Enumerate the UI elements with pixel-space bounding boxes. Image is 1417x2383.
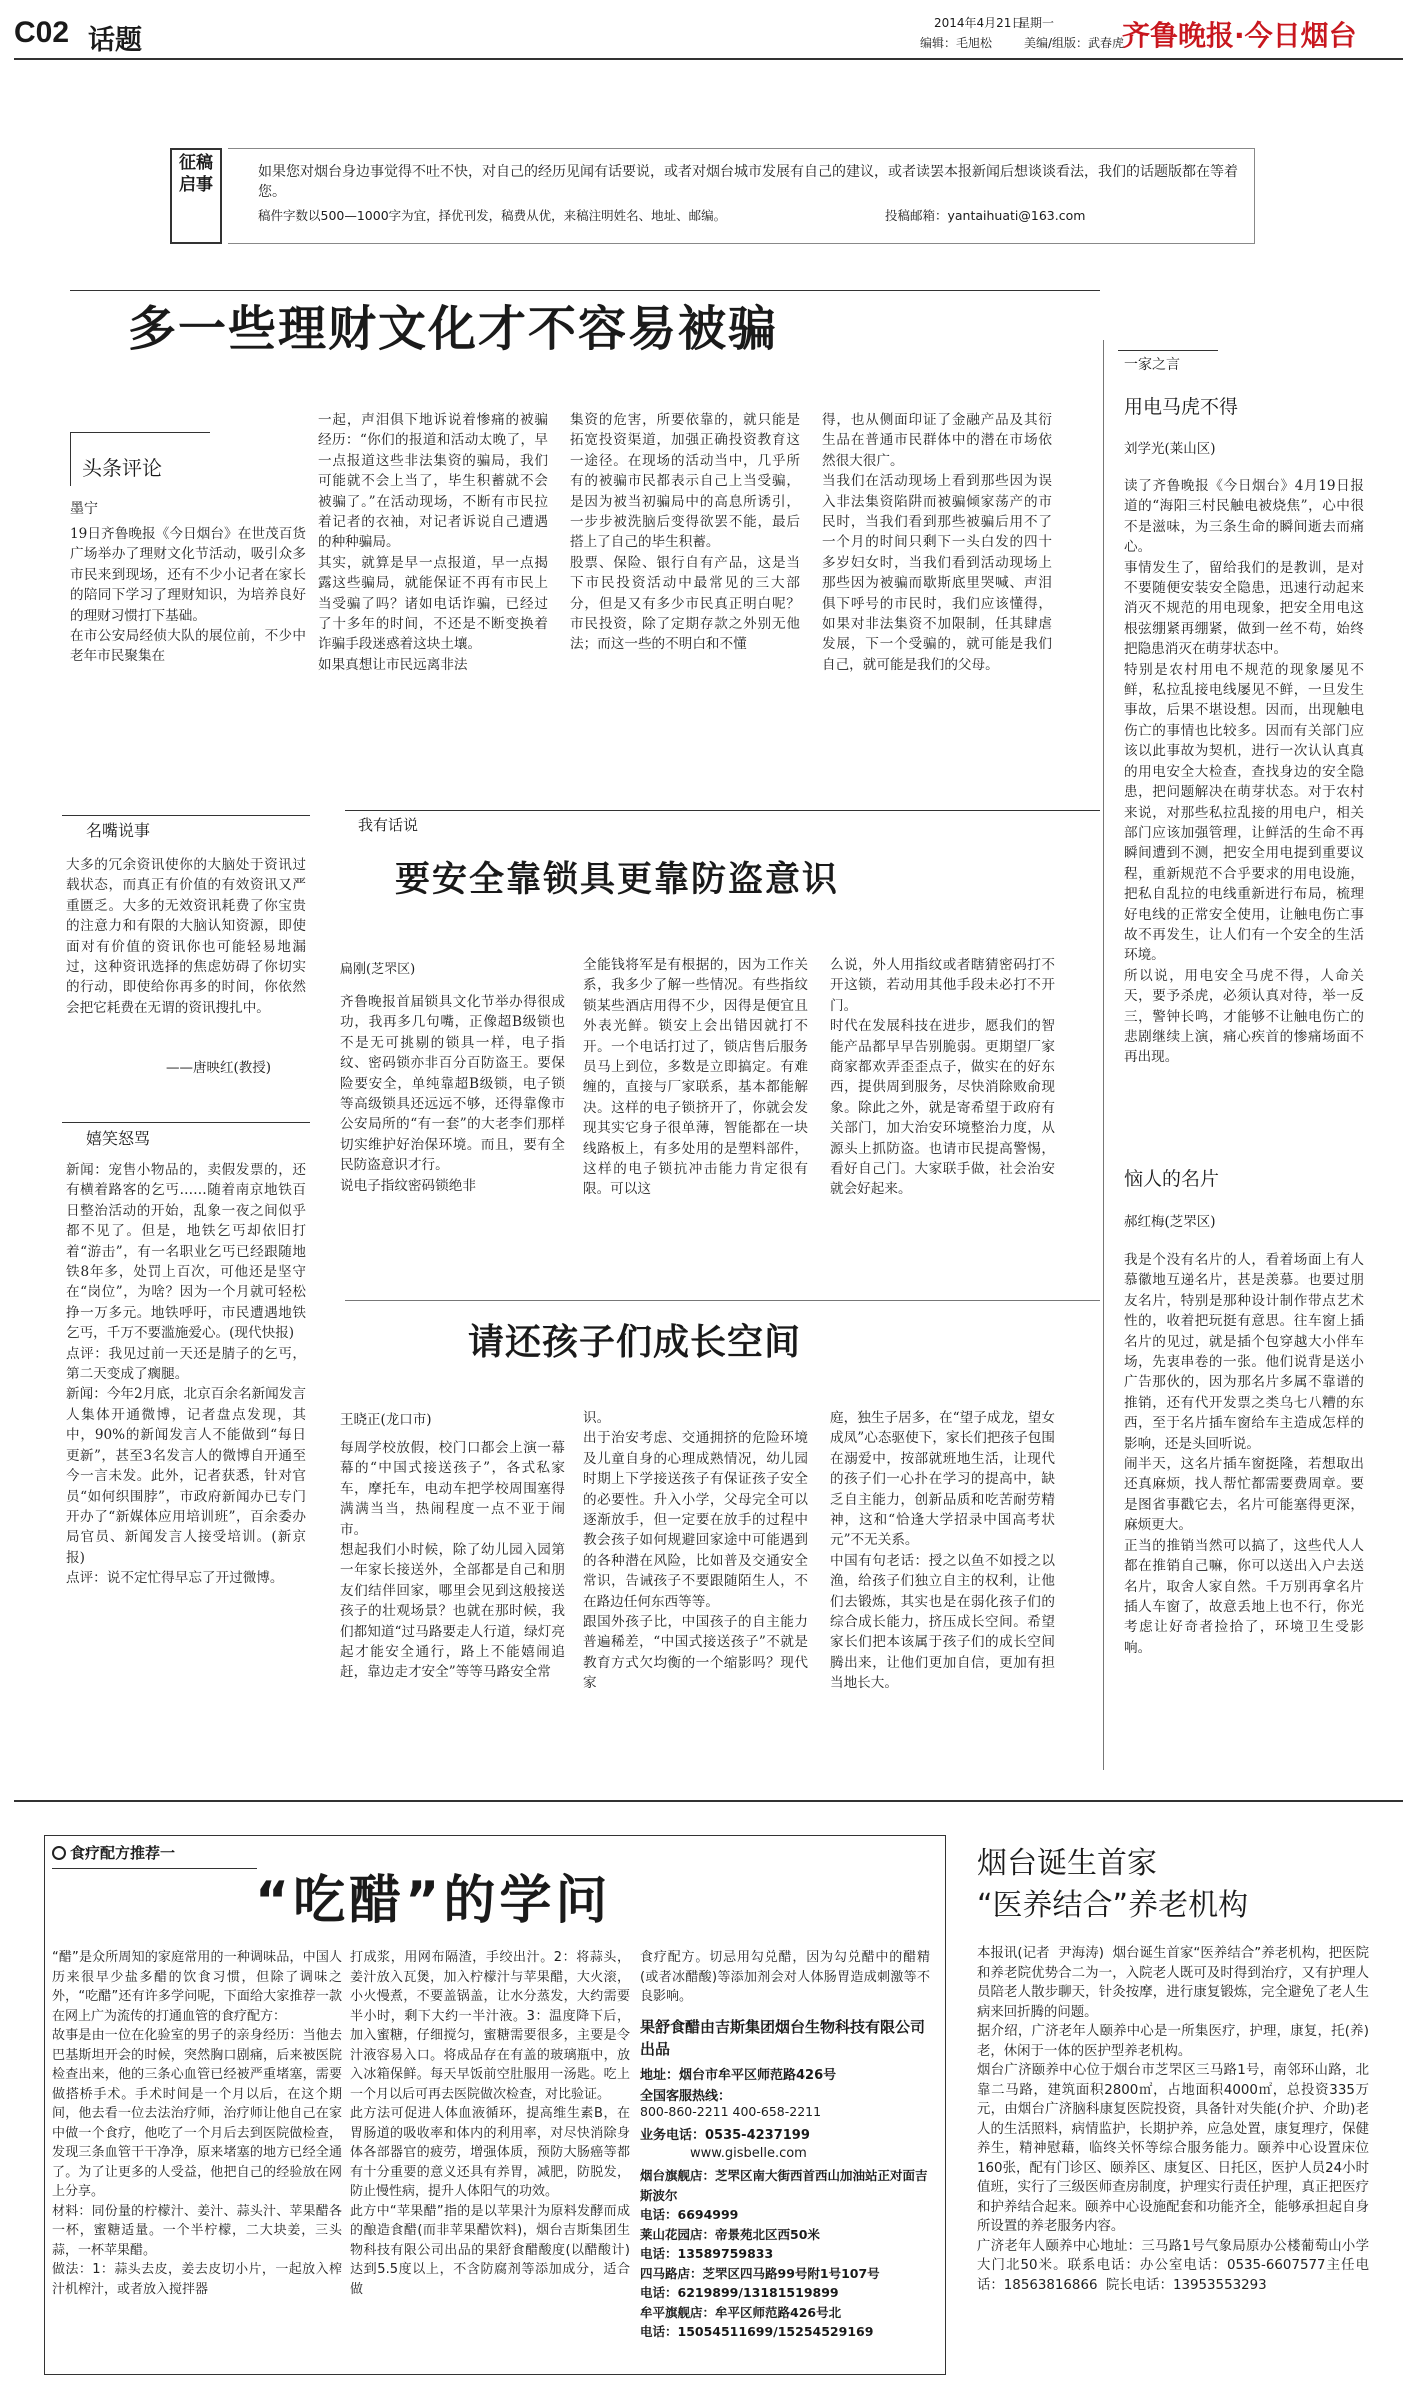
header-editor: 编辑：毛旭松 bbox=[920, 36, 993, 50]
header-designer: 美编/组版：武春虎 bbox=[1024, 36, 1125, 50]
finance-col1: 19日齐鲁晚报《今日烟台》在世茂百货广场举办了理财文化节活动，吸引众多市民来到现场，还有不少小记者在家长的陪同下学习了理财知识，为培养良好的理财习惯打下基础。 在市公安局经侦大队的展位前，不少中老年市民聚集在 bbox=[70, 526, 306, 665]
eldercare-title-line2: “医养结合”养老机构 bbox=[977, 1888, 1249, 1923]
lock-col2: 全能钱将军是有根据的，因为工作关系，我多少了解一些情况。有些指纹锁某些酒店用得不少，因得是便宜且外表光鲜。锁安上会出错因就打不开。一个电话打过了，锁店售后服务员马上到位，多数是立即搞定。有难缠的，直接与厂家联系，基本都能解决。这样的电子锁挤开了，你就会发现其实它身子很单薄，智能都在一块线路板上，有多处用的是塑料部件，这样的电子锁抗冲击能力肯定很有限。可以这 bbox=[583, 957, 808, 1198]
vinegar-ad-stores: 烟台旗舰店：芝罘区南大街西首西山加油站正对面吉斯波尔 电话：6694999 莱山花园店：帝景苑北区西50米 电话：13589759833 四马路店：芝罘区四马路99号附1号107号 电话：6219899/13181519899 牟平旗舰店：牟平区师范路426号北 电话：15054511699/15254529169 bbox=[640, 2168, 928, 2339]
children-col1: 每周学校放假，校门口都会上演一幕幕的“中国式接送孩子”，各式私家车，摩托车，电动车把学校周围塞得满满当当，热闹程度一点不亚于闹市。 想起我们小时候，除了幼儿园入园第一年家长接送外，全部都是自己和朋友们结伴回家，哪里会见到这般接送孩子的壮观场景？也就在那时候，我们都知道“过马路要走人行道，绿灯亮起才能安全通行，路上不能嬉闹追赶，靠边走才安全”等等马路安全常 bbox=[340, 1440, 565, 1681]
vinegar-title: “吃醋”的学问 bbox=[255, 1871, 612, 1931]
finance-col4: 得，也从侧面印证了金融产品及其衍生品在普通市民群体中的潜在市场依然很大很广。 当我们在活动现场上看到那些因为误入非法集资陷阱而被骗倾家荡产的市民时，当我们看到那些被骗后用不了一个月的时间只剩下一头白发的四十多岁妇女时，当我们看到活动现场上那些因为被骗而歇斯底里哭喊、声泪俱下呼号的市民时，我们应该懂得，如果对非法集资不加限制，任其肆虐发展，下一个受骗的，就可能是我们自己，就可能是我们的父母。 bbox=[822, 412, 1052, 673]
lock-col1: 齐鲁晚报首届锁具文化节举办得很成功，我再多几句嘴，正像超B级锁也不是无可挑剔的锁具一样，电子指纹、密码锁亦非百分百防盗王。要保险要安全，单纯靠超B级锁，电子锁等高级锁具还远远不够，还得靠像市公安局所的“有一套”的大老李们那样切实维护好治保环境。而且，要有全民防盗意识才行。 说电子指纹密码锁绝非 bbox=[340, 994, 565, 1194]
mingzui-text: 大多的冗余资讯使你的大脑处于资讯过载状态，而真正有价值的有效资讯又严重匮乏。大多的无效资讯耗费了你宝贵的注意力和有限的大脑认知资源，即使面对有价值的资讯你也可能轻易地漏过，这种资讯选择的焦虑妨碍了你切实的行动，即使给你再多的时间，你依然会把它耗费在无谓的资讯搜扎中。 bbox=[66, 857, 306, 1016]
call-for-papers-email[interactable]: 投稿邮箱：yantaihuati@163.com bbox=[885, 208, 1086, 223]
mingpian-text: 我是个没有名片的人，看着场面上有人慕徽地互递名片，甚是羡慕。也要过朋友名片，特别是那种设计制作带点艺术性的，收着把玩挺有意思。往车窗上插名片的见过，就是插个包穿越大小伴车场，先衷串卷的一张。他们说背是送小广告那伙的，因为那名片多属不靠谱的推销，还有代开发票之类乌七八糟的东西，至于名片插车窗给车主造成怎样的影响，还是头回听说。 闹半天，这名片插车窗挺隆，若想取出还真麻烦，找人帮忙都需要费周章。要是图省事戳它去，名片可能塞得更深，麻烦更大。 正当的推销当然可以搞了，这些代人人都在推销自己嘛，你可以送出入户去送名片，取舍人家自然。千万别再拿名片插人车窗了，故意丢地上也不行，你光考虑让好奇者捡拾了，环境卫生受影响。 bbox=[1124, 1252, 1364, 1656]
call-for-papers bbox=[170, 148, 1255, 244]
vinegar-tag-label: 食疗配方推荐一 bbox=[70, 1844, 176, 1862]
yijia-author: 刘学光(莱山区) bbox=[1124, 441, 1216, 457]
finance-author: 墨宁 bbox=[70, 501, 98, 517]
lock-col3: 么说，外人用指纹或者瞎猜密码打不开这锁，若动用其他手段未必打不开门。 时代在发展科技在进步，愿我们的智能产品都早早告别脆弱。更期望厂家商家都欢弄歪歪点子，做实在的好东西，提供周到服务，尽快消除败俞现象。除此之外，就是寄希望于政府有关部门，加大治安环境整治力度，从源头上抓防盗。也请市民提高警惕，看好自己门。大家联手做，社会治安就会好起来。 bbox=[830, 957, 1055, 1198]
call-for-papers-label: 征稿启事 bbox=[179, 153, 213, 195]
vinegar-col1: “醋”是众所周知的家庭常用的一种调味品，中国人历来很早少盐多醋的饮食习惯，但除了调味之外，“吃醋”还有许多学问呢，下面给大家推荐一款在网上广为流传的打通血管的食疗配方： 故事是由一位在化验室的男子的亲身经历：当他去巴基斯坦开会的时候，突然胸口剧痛，后来被医院检查出来，他的三条心血管已经被严重堵塞，需要做搭桥手术。手术时间是一个月以后，在这个期间，他去看一位去法治疗师，治疗师让他自己在家中做一个食疗，他吃了一个月后去到医院做检查，发现三条血管干干净净，原来堵塞的地方已经全通了。为了让更多的人受益，他把自己的经验放在网上分享。 材料：同份量的柠檬汁、姜汁、蒜头汁、苹果醋各一杯，蜜糖适量。一个半柠檬，二大块姜，三头蒜，一杯苹果醋。 做法：1：蒜头去皮，姜去皮切小片，一起放入榨汁机榨汁，或者放入搅拌器 bbox=[52, 1950, 342, 2297]
children-title: 请还孩子们成长空间 bbox=[468, 1322, 802, 1363]
eldercare-title-line1: 烟台诞生首家 bbox=[977, 1846, 1157, 1881]
finance-col3: 集资的危害，所要依靠的，就只能是拓宽投资渠道，加强正确投资教育这一途径。在现场的活动当中，几乎所有的被骗市民都表示自己上当受骗，是因为被当初骗局中的高息所诱引，一步步被洗脑后变得欲罢不能，最后搭上了自己的毕生积蓄。 股票、保险、银行自有产品，这是当下市民投资活动中最常见的三大部分，但是又有多少市民真正明白呢？市民投资，除了定期存款之外别无他法；而这一些的不明白和不懂 bbox=[570, 412, 800, 653]
section-title: 话题 bbox=[88, 25, 142, 56]
vinegar-ad-hotline-label: 全国客服热线： bbox=[640, 2089, 732, 2104]
finance-tag: 头条评论 bbox=[82, 456, 162, 480]
finance-col2: 一起，声泪俱下地诉说着惨痛的被骗经历：“你们的报道和活动太晚了，早一点报道这些非法集资的骗局，我们可能就不会上当了，毕生积蓄就不会被骗了。”在活动现场，不断有市民拉着记者的衣袖，对记者诉说自己遭遇的种种骗局。 其实，就算是早一点报道，早一点揭露这些骗局，就能保证不再有市民上当受骗了吗？诸如电话诈骗，已经过了十多年的时间，不还是不断变换着诈骗手段迷惑着这块土壤。 如果真想让市民远离非法 bbox=[318, 412, 548, 673]
vinegar-col2: 打成浆，用网布隔渣，手绞出汁。2：将蒜头，姜汁放入瓦煲，加入柠檬汁与苹果醋，大火滚，小火慢煮，不要盖锅盖，让水分蒸发，大约需要半小时，剩下大约一半汁液。3：温度降下后，加入蜜糖，仔细搅匀，蜜糖需要很多，主要是令汁液容易入口。将成品存在有盖的玻璃瓶中，放入冰箱保鲜。每天早饭前空肚服用一汤匙。吃上一个月以后可再去医院做次检查，对比验证。 此方法可促进人体血液循环，提高维生素B，在胃肠道的吸收率和体内的利用率，对尽快消除身体各部器官的疲劳，增强体质，预防大肠癌等都有十分重要的意义还具有养胃，减肥，防脱发，防止慢性病，提升人体阳气的功效。 此方中“苹果醋”指的是以苹果汁为原料发酵而成的酿造食醋(而非苹果醋饮料)，烟台吉斯集团生物科技有限公司出品的果舒食醋酸度(以醋酸计)达到5.5度以上，不含防腐剂等添加成分，适合做 bbox=[350, 1950, 630, 2297]
yijia-tag: 一家之言 bbox=[1124, 357, 1180, 373]
lock-title: 要安全靠锁具更靠防盗意识 bbox=[395, 860, 840, 900]
brand-logo: 齐鲁晚报·今日烟台 bbox=[1122, 19, 1357, 52]
yijia-title: 用电马虎不得 bbox=[1124, 396, 1239, 418]
vinegar-tag bbox=[52, 1842, 175, 1863]
call-for-papers-requirements: 稿件字数以500—1000字为宜，择优刊发，稿费从优，来稿注明姓名、地址、邮编。 bbox=[258, 208, 727, 223]
eldercare-text: 本报讯(记者 尹海涛) 烟台诞生首家“医养结合”养老机构，把医院和养老院优势合二为一，入院老人既可及时得到治疗，又有护理人员陪老人散步聊天，针灸按摩，进行康复锻炼，完全避免了老人生病来回折腾的问题。 据介绍，广济老年人颐养中心是一所集医疗，护理，康复，托(养)老，休闲于一体的医护型养老机构。 烟台广济颐养中心位于烟台市芝罘区三马路1号，南邻环山路，北靠二马路，建筑面积2800㎡，占地面积4000㎡，总投资335万元，由烟台广济脑科康复医院投资，具备针对失能(介护、介助)老人的生活照料，病情监护，长期护养，应急处置，康复理疗，保健养生，精神慰藉，临终关怀等综合服务能力。颐养中心设置床位160张，配有门诊区、颐养区、康复区、日托区，医护人员24小时值班，实行了三级医师查房制度，护理实行责任护理，真正把医疗和护养结合起来。颐养中心设施配套和功能齐全，能够承担起自身所设置的养老服务内容。 广济老年人颐养中心地址：三马路1号气象局原办公楼葡萄山小学大门北50米。联系电话：办公室电话：0535-6607577主任电话：18563816866 院长电话：13953553293 bbox=[977, 1946, 1369, 2293]
children-col2: 识。 出于治安考虑、交通拥挤的危险环境及儿童自身的心理成熟情况，幼儿园时期上下学接送孩子有保证孩子安全的必要性。升入小学，父母完全可以逐渐放手，但一定要在放手的过程中教会孩子如何规避回家途中可能遇到的各种潜在风险，比如普及交通安全常识，告诫孩子不要跟随陌生人，不在路边任何东西等等。 跟国外孩子比，中国孩子的自主能力普遍稀差，“中国式接送孩子”不就是教育方式欠均衡的一个缩影吗？现代家 bbox=[583, 1410, 808, 1692]
call-for-papers-text: 如果您对烟台身边事觉得不吐不快，对自己的经历见闻有话要说，或者对烟台城市发展有自己的建议，或者读罢本报新闻后想谈谈看法，我们的话题版都在等着您。 bbox=[258, 164, 1238, 200]
finance-title: 多一些理财文化才不容易被骗 bbox=[128, 301, 779, 357]
lock-author: 扁刚(芝罘区) bbox=[340, 962, 416, 977]
vinegar-ad-business[interactable]: 业务电话：0535-4237199 bbox=[640, 2128, 810, 2143]
xixiao-text: 新闻：宠售小物品的，卖假发票的，还有横着路客的乞丐……随着南京地铁百日整治活动的开始，乱象一夜之间似乎都不见了。但是，地铁乞丐却依旧打着“游击”，有一名职业乞丐已经跟随地铁8年多，处罚上百次，可他还是坚守在“岗位”，为啥？因为一个月就可轻松挣一万多元。地铁呼吁，市民遭遇地铁乞丐，千万不要滥施爱心。(现代快报) 点评：我见过前一天还是腈子的乞丐，第二天变成了瘸腿。 新闻：今年2月底，北京百余名新闻发言人集体开通微博，记者盘点发现，其中，90%的新闻发言人不能做到“每日更新”，甚至3名发言人的微博自开通至今一言未发。此外，记者获悉，针对官员“如何织围脖”，市政府新闻办已专门开办了“新媒体应用培训班”，百余委办局官员、新闻发言人接受培训。(新京报) 点评：说不定忙得早忘了开过微博。 bbox=[66, 1162, 306, 1587]
header-date: 2014年4月21日 bbox=[934, 16, 1024, 30]
vinegar-ad-web[interactable]: www.gisbelle.com bbox=[690, 2146, 807, 2161]
yijia-text: 读了齐鲁晚报《今日烟台》4月19日报道的“海阳三村民触电被烧焦”，心中很不是滋味，为三条生命的瞬间逝去而痛心。 事情发生了，留给我们的是教训，是对不要随便安装安全隐患，迅速行动起来消灭不规范的用电现象，把安全用电这根弦绷紧再绷紧，做到一丝不苟，始终把隐患消灭在萌芽状态中。 特别是农村用电不规范的现象屡见不鲜，私拉乱接电线屡见不鲜，一旦发生事故，后果不堪设想。因而，出现触电伤亡的事情也比较多。因而有关部门应该以此事故为契机，进行一次认认真真的用电安全大检查，查找身边的安全隐患，把问题解决在萌芽状态。对于农村来说，对那些私拉乱接的用电户，相关部门应该加强管理，让鲜活的生命不再瞬间遭到不测，把安全用电提到重要议程，重新规范不合乎要求的用电设施，把私自乱拉的电线重新进行布局，梳理好电线的正常安全使用，让触电伤亡事故不再发生，让人们有一个安全的生活环境。 所以说，用电安全马虎不得，人命关天，要予杀虎，必须认真对待，举一反三，警钟长鸣，才能够不让触电伤亡的悲剧继续上演，痛心疾首的惨痛场面不再出现。 bbox=[1124, 478, 1364, 1066]
xixiao-tag: 嬉笑怒骂 bbox=[86, 1129, 151, 1148]
mingpian-author: 郝红梅(芝罘区) bbox=[1124, 1214, 1216, 1230]
page-header bbox=[14, 6, 1403, 54]
vinegar-ad-hotline[interactable]: 800-860-2211 400-658-2211 bbox=[640, 2104, 822, 2119]
mingzui-tag: 名嘴说事 bbox=[86, 821, 151, 840]
vinegar-col3-intro: 食疗配方。切忌用勾兑醋，因为勾兑醋中的醋精(或者冰醋酸)等添加剂会对人体肠胃造成刺激等不良影响。 bbox=[640, 1950, 930, 2004]
vinegar-ad-brand: 果舒食醋由吉斯集团烟台生物科技有限公司出品 bbox=[640, 2018, 926, 2058]
header-weekday: 星期一 bbox=[1018, 16, 1055, 30]
bowl-icon bbox=[52, 1846, 66, 1860]
page-code: C02 bbox=[14, 16, 70, 49]
mingzui-signature: ——唐映红(教授) bbox=[166, 1060, 272, 1076]
mingpian-title: 恼人的名片 bbox=[1124, 1168, 1220, 1190]
children-col3: 庭，独生子居多，在“望子成龙，望女成凤”心态驱使下，家长们把孩子包围在溺爱中，按部就班地生活，让现代的孩子们一心扑在学习的提高中，缺乏自主能力，创新品质和吃苦耐劳精神，这和“恰逢大学招录中国高考状元”不无关系。 中国有句老话：授之以鱼不如授之以渔，给孩子们独立自主的权利，让他们去锻炼，其实也是在弱化孩子们的综合成长能力，挤压成长空间。希望家长们把本该属于孩子们的成长空间腾出来，让他们更加自信，更加有担当地长大。 bbox=[830, 1410, 1055, 1692]
children-author: 王晓正(龙口市) bbox=[340, 1412, 432, 1428]
vinegar-ad-address: 地址：烟台市牟平区师范路426号 bbox=[640, 2068, 837, 2083]
lock-tag: 我有话说 bbox=[358, 816, 419, 834]
